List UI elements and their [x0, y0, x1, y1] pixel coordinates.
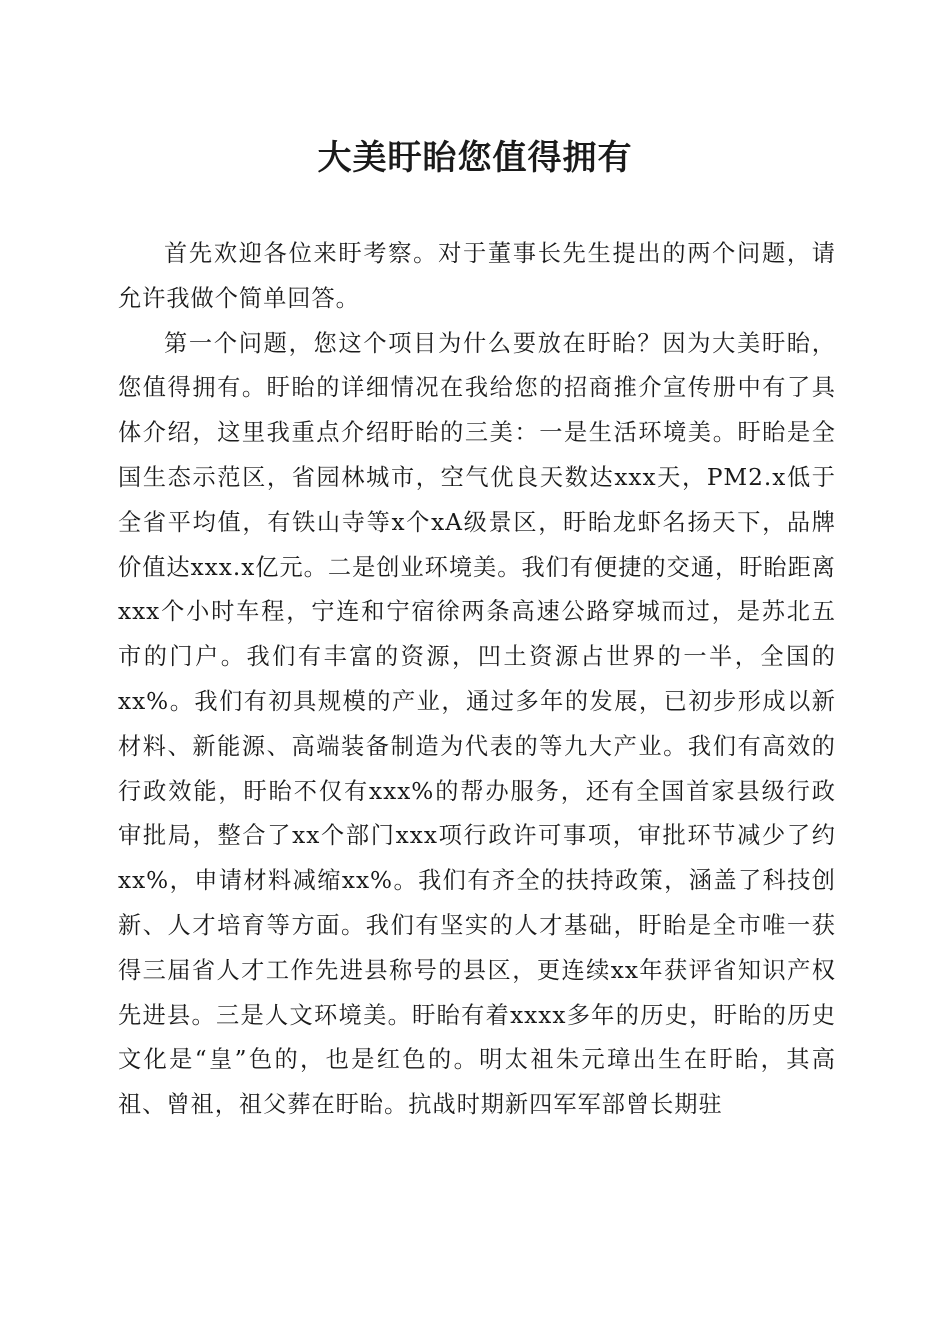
document-body: [118, 232, 836, 1128]
paragraph-first-question: 第一个问题，您这个项目为什么要放在盱眙？因为大美盱眙，您值得拥有。盱眙的详细情况在我给您的招商推介宣传册中有了具体介绍，这里我重点介绍盱眙的三美：一是生活环境美。盱眙是全国生态示范区，省园林城市，空气优良天数达xxx天，PM2.x低于全省平均值，有铁山寺等x个xA级景区，盱眙龙虾名扬天下，品牌价值达xxx.x亿元。二是创业环境美。我们有便捷的交通，盱眙距离xxx个小时车程，宁连和宁宿徐两条高速公路穿城而过，是苏北五市的门户。我们有丰富的资源，凹土资源占世界的一半，全国的xx%。我们有初具规模的产业，通过多年的发展，已初步形成以新材料、新能源、高端装备制造为代表的等九大产业。我们有高效的行政效能，盱眙不仅有xxx%的帮办服务，还有全国首家县级行政审批局，整合了xx个部门xxx项行政许可事项，审批环节减少了约xx%，申请材料减缩xx%。我们有齐全的扶持政策，涵盖了科技创新、人才培育等方面。我们有坚实的人才基础，盱眙是全市唯一获得三届省人才工作先进县称号的县区，更连续xx年获评省知识产权先进县。三是人文环境美。盱眙有着xxxx多年的历史，盱眙的历史文化是“皇”色的，也是红色的。明太祖朱元璋出生在盱眙，其高祖、曾祖，祖父葬在盱眙。抗战时期新四军军部曾长期驻: [118, 329, 836, 1119]
document-title: 大美盱眙您值得拥有: [317, 138, 633, 178]
paragraph-greeting: 首先欢迎各位来盱考察。对于董事长先生提出的两个问题，请允许我做个简单回答。: [118, 240, 836, 312]
